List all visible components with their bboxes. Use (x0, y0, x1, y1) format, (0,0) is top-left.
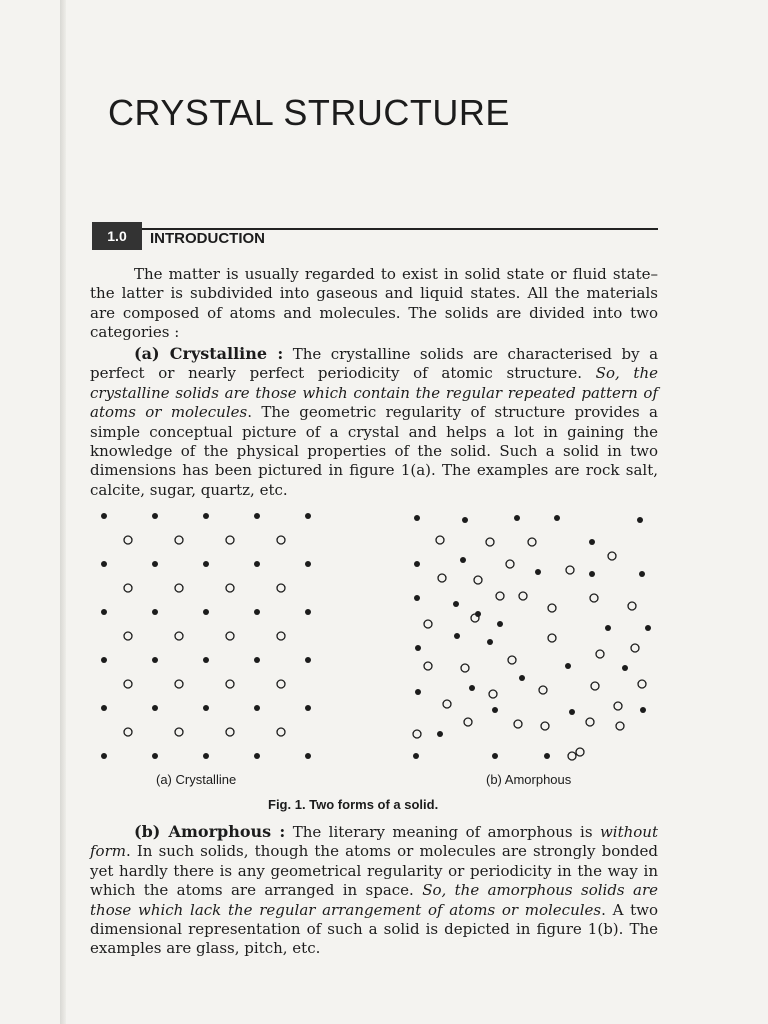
hollow-atom (489, 690, 497, 698)
hollow-atom (496, 592, 504, 600)
hollow-atom (586, 718, 594, 726)
hollow-atom (226, 632, 234, 640)
hollow-atom (277, 632, 285, 640)
filled-atom (637, 517, 643, 523)
crystalline-text-1: The crystalline solids are characterised by a perfect or nearly perfect periodicity of atomic structure. (90, 345, 659, 383)
hollow-atom (226, 584, 234, 592)
hollow-atom (568, 752, 576, 760)
hollow-atom (514, 720, 522, 728)
crystalline-lattice-diagram (101, 513, 311, 759)
hollow-atom (576, 748, 584, 756)
filled-atom (203, 561, 209, 567)
filled-atom (415, 689, 421, 695)
filled-atom (514, 515, 520, 521)
hollow-atom (566, 566, 574, 574)
filled-atom (152, 753, 158, 759)
filled-atom (203, 705, 209, 711)
filled-atom (469, 685, 475, 691)
crystalline-paragraph (90, 344, 658, 500)
filled-atom (414, 595, 420, 601)
filled-atom (414, 561, 420, 567)
hollow-atom (464, 718, 472, 726)
hollow-atom (277, 584, 285, 592)
filled-atom (152, 705, 158, 711)
filled-atom (554, 515, 560, 521)
filled-atom (101, 753, 107, 759)
hollow-atom (474, 576, 482, 584)
hollow-atom (413, 730, 421, 738)
filled-atom (497, 621, 503, 627)
hollow-atom (616, 722, 624, 730)
filled-atom (414, 515, 420, 521)
filled-atom (203, 513, 209, 519)
hollow-atom (124, 584, 132, 592)
amorphous-definition: So, the amorphous solids are those which lack the regular arrangement of atoms or molecules (90, 881, 658, 919)
hollow-atom (175, 680, 183, 688)
hollow-atom (461, 664, 469, 672)
hollow-atom (443, 700, 451, 708)
filled-atom (640, 707, 646, 713)
hollow-atom (590, 594, 598, 602)
filled-atom (453, 601, 459, 607)
filled-atom (203, 657, 209, 663)
filled-atom (605, 625, 611, 631)
filled-atom (152, 657, 158, 663)
filled-atom (254, 561, 260, 567)
filled-atom (305, 657, 311, 663)
filled-atom (413, 753, 419, 759)
hollow-atom (226, 728, 234, 736)
filled-atom (565, 663, 571, 669)
amorphous-text-3: . A two dimensional representation of such a solid is depicted in figure 1(b). The examples are glass, pitch, etc. (90, 900, 658, 958)
hollow-atom (608, 552, 616, 560)
section-number: 1.0 (92, 222, 142, 250)
hollow-atom (124, 680, 132, 688)
crystalline-definition: So, the crystalline solids are those which contain the regular repeated pattern of atoms or molecules (90, 364, 658, 422)
filled-atom (101, 657, 107, 663)
hollow-atom (175, 584, 183, 592)
filled-atom (454, 633, 460, 639)
hollow-atom (424, 620, 432, 628)
hollow-atom (175, 536, 183, 544)
hollow-atom (471, 614, 479, 622)
hollow-atom (124, 536, 132, 544)
hollow-atom (628, 602, 636, 610)
filled-atom (305, 609, 311, 615)
hollow-atom (519, 592, 527, 600)
amorphous-structure-diagram (413, 515, 651, 760)
hollow-atom (124, 728, 132, 736)
intro-text: The matter is usually regarded to exist in solid state or fluid state–the latter is subdivided into gaseous and liquid states. All the materials are composed of atoms and molecules. The solids are divided into two categories : (90, 265, 658, 342)
filled-atom (589, 539, 595, 545)
crystalline-text-2: . The geometric regularity of structure provides a simple conceptual picture of a crystal and helps a lot in gaining the knowledge of the physical properties of the solid. Such a solid in two dimensions has been pictured in figure 1(a). The examples are rock salt, calcite, sugar, quartz, etc. (90, 403, 658, 499)
amorphous-text-1: The literary meaning of amorphous is (285, 823, 600, 841)
filled-atom (589, 571, 595, 577)
amorphous-term: (b) Amorphous : (134, 822, 286, 841)
hollow-atom (486, 538, 494, 546)
crystalline-term: (a) Crystalline : (134, 344, 284, 363)
section-title: INTRODUCTION (150, 230, 265, 247)
amorphous-text-2: . In such solids, though the atoms or molecules are strongly bonded yet hardly there is any geometrical regularity or periodicity in the way in which the atoms are arranged in space. (90, 842, 658, 900)
hollow-atom (596, 650, 604, 658)
filled-atom (101, 705, 107, 711)
filled-atom (415, 645, 421, 651)
hollow-atom (548, 604, 556, 612)
amorphous-paragraph (90, 822, 658, 959)
filled-atom (622, 665, 628, 671)
figure-caption-crystalline: (a) Crystalline (156, 772, 237, 787)
hollow-atom (226, 680, 234, 688)
hollow-atom (638, 680, 646, 688)
filled-atom (305, 753, 311, 759)
filled-atom (492, 753, 498, 759)
hollow-atom (438, 574, 446, 582)
hollow-atom (277, 536, 285, 544)
filled-atom (305, 705, 311, 711)
hollow-atom (175, 632, 183, 640)
filled-atom (305, 513, 311, 519)
filled-atom (152, 561, 158, 567)
filled-atom (487, 639, 493, 645)
filled-atom (254, 609, 260, 615)
filled-atom (254, 753, 260, 759)
filled-atom (254, 705, 260, 711)
hollow-atom (539, 686, 547, 694)
filled-atom (101, 513, 107, 519)
hollow-atom (506, 560, 514, 568)
hollow-atom (424, 662, 432, 670)
filled-atom (254, 513, 260, 519)
figure-caption-amorphous: (b) Amorphous (486, 772, 572, 787)
hollow-atom (226, 536, 234, 544)
hollow-atom (591, 682, 599, 690)
filled-atom (101, 561, 107, 567)
amorphous-emph-1: without form (90, 823, 658, 861)
figure-title: Fig. 1. Two forms of a solid. (268, 797, 439, 812)
filled-atom (569, 709, 575, 715)
filled-atom (645, 625, 651, 631)
filled-atom (460, 557, 466, 563)
hollow-atom (541, 722, 549, 730)
page-binding-shadow (60, 0, 66, 1024)
filled-atom (535, 569, 541, 575)
filled-atom (462, 517, 468, 523)
hollow-atom (614, 702, 622, 710)
filled-atom (152, 609, 158, 615)
filled-atom (544, 753, 550, 759)
filled-atom (101, 609, 107, 615)
filled-atom (203, 753, 209, 759)
hollow-atom (124, 632, 132, 640)
hollow-atom (277, 728, 285, 736)
filled-atom (437, 731, 443, 737)
filled-atom (254, 657, 260, 663)
page-title: CRYSTAL STRUCTURE (108, 92, 510, 133)
hollow-atom (277, 680, 285, 688)
hollow-atom (175, 728, 183, 736)
figure-two-forms-of-solid (80, 500, 680, 770)
filled-atom (639, 571, 645, 577)
hollow-atom (436, 536, 444, 544)
hollow-atom (528, 538, 536, 546)
filled-atom (305, 561, 311, 567)
filled-atom (519, 675, 525, 681)
filled-atom (152, 513, 158, 519)
hollow-atom (631, 644, 639, 652)
intro-paragraph (90, 265, 658, 343)
hollow-atom (548, 634, 556, 642)
filled-atom (492, 707, 498, 713)
hollow-atom (508, 656, 516, 664)
filled-atom (203, 609, 209, 615)
